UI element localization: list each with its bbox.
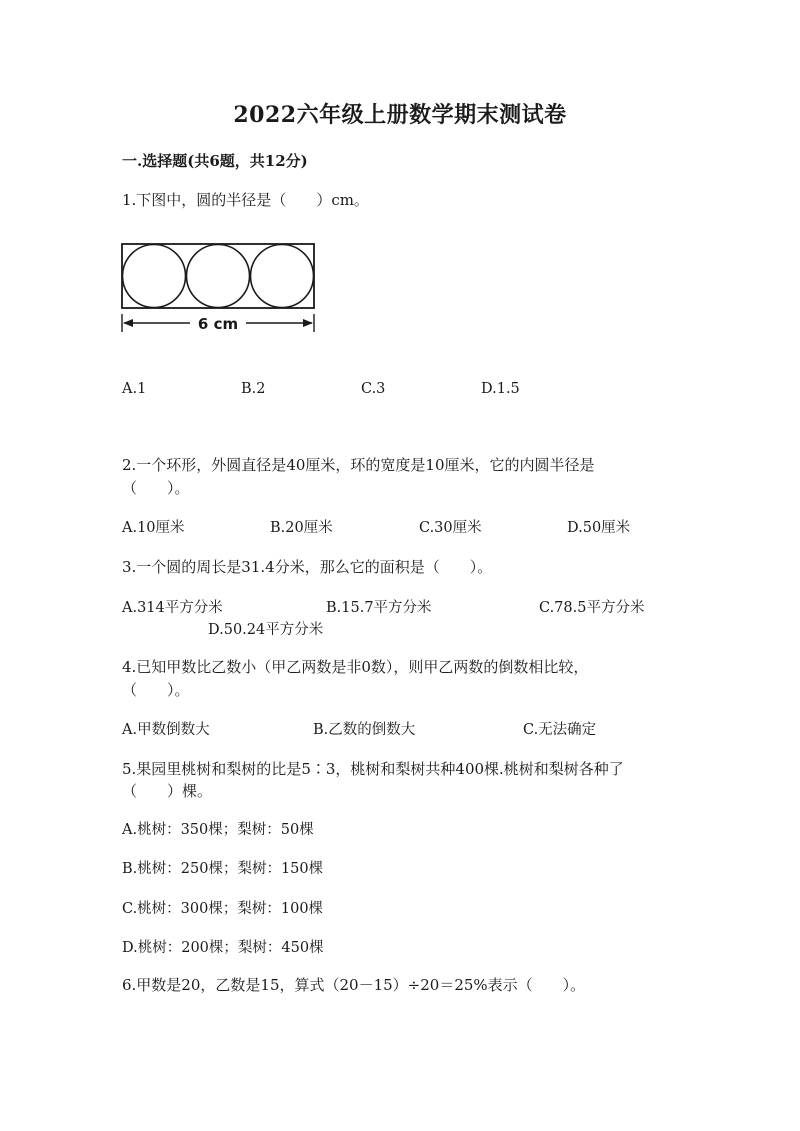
q4-option-c[interactable]: C.无法确定 [523,722,597,738]
question-1-stem: 1.下图中，圆的半径是（ ）cm。 [122,191,369,209]
page-title: 2022六年级上册数学期末测试卷 [233,102,567,128]
q5-option-c[interactable]: C.桃树：300棵；梨树：100棵 [122,901,324,917]
dimension-label: 6 cm [197,315,239,333]
q3-option-a[interactable]: A.314平方分米 [122,600,223,616]
figure-circle-right [251,245,314,308]
q1-option-a[interactable]: A.1 [122,381,147,397]
section-heading: 一.选择题(共6题，共12分) [122,152,308,170]
question-3-stem: 3.一个圆的周长是31.4分米，那么它的面积是（ ）。 [122,558,493,576]
q5-option-b[interactable]: B.桃树：250棵；梨树：150棵 [122,861,324,877]
q5-option-d[interactable]: D.桃树：200棵；梨树：450棵 [122,940,324,956]
question-5-stem-line-1: 5.果园里桃树和梨树的比是5∶3，桃树和梨树共种400棵.桃树和梨树各种了 [122,760,624,778]
q1-option-c[interactable]: C.3 [361,381,386,397]
q2-option-c[interactable]: C.30厘米 [419,520,482,536]
q3-option-d[interactable]: D.50.24平方分米 [208,622,324,638]
q4-option-b[interactable]: B.乙数的倒数大 [313,722,416,738]
figure-circle-left [123,245,186,308]
q2-option-a[interactable]: A.10厘米 [122,520,185,536]
dimension-arrow-left [123,319,133,327]
dimension-arrow-right [303,319,313,327]
figure-rectangle [122,244,314,308]
question-6-stem: 6.甲数是20，乙数是15，算式（20－15）÷20＝25%表示（ ）。 [122,976,586,994]
q3-option-b[interactable]: B.15.7平方分米 [326,600,432,616]
figure-circle-middle [187,245,250,308]
question-1-figure [118,240,323,340]
question-4-stem-line-2: （ ）。 [122,681,190,699]
question-2-stem-line-2: （ ）。 [122,479,190,497]
q3-option-c[interactable]: C.78.5平方分米 [539,600,645,616]
question-5-stem-line-2: （ ）棵。 [122,782,213,800]
q4-option-a[interactable]: A.甲数倒数大 [122,722,210,738]
q2-option-b[interactable]: B.20厘米 [270,520,333,536]
q1-option-d[interactable]: D.1.5 [481,381,520,397]
q1-option-b[interactable]: B.2 [241,381,266,397]
question-4-stem-line-1: 4.已知甲数比乙数小（甲乙两数是非0数），则甲乙两数的倒数相比较， [122,658,589,676]
q5-option-a[interactable]: A.桃树：350棵；梨树：50棵 [122,822,314,838]
q2-option-d[interactable]: D.50厘米 [567,520,631,536]
question-2-stem-line-1: 2.一个环形，外圆直径是40厘米，环的宽度是10厘米，它的内圆半径是 [122,456,595,474]
